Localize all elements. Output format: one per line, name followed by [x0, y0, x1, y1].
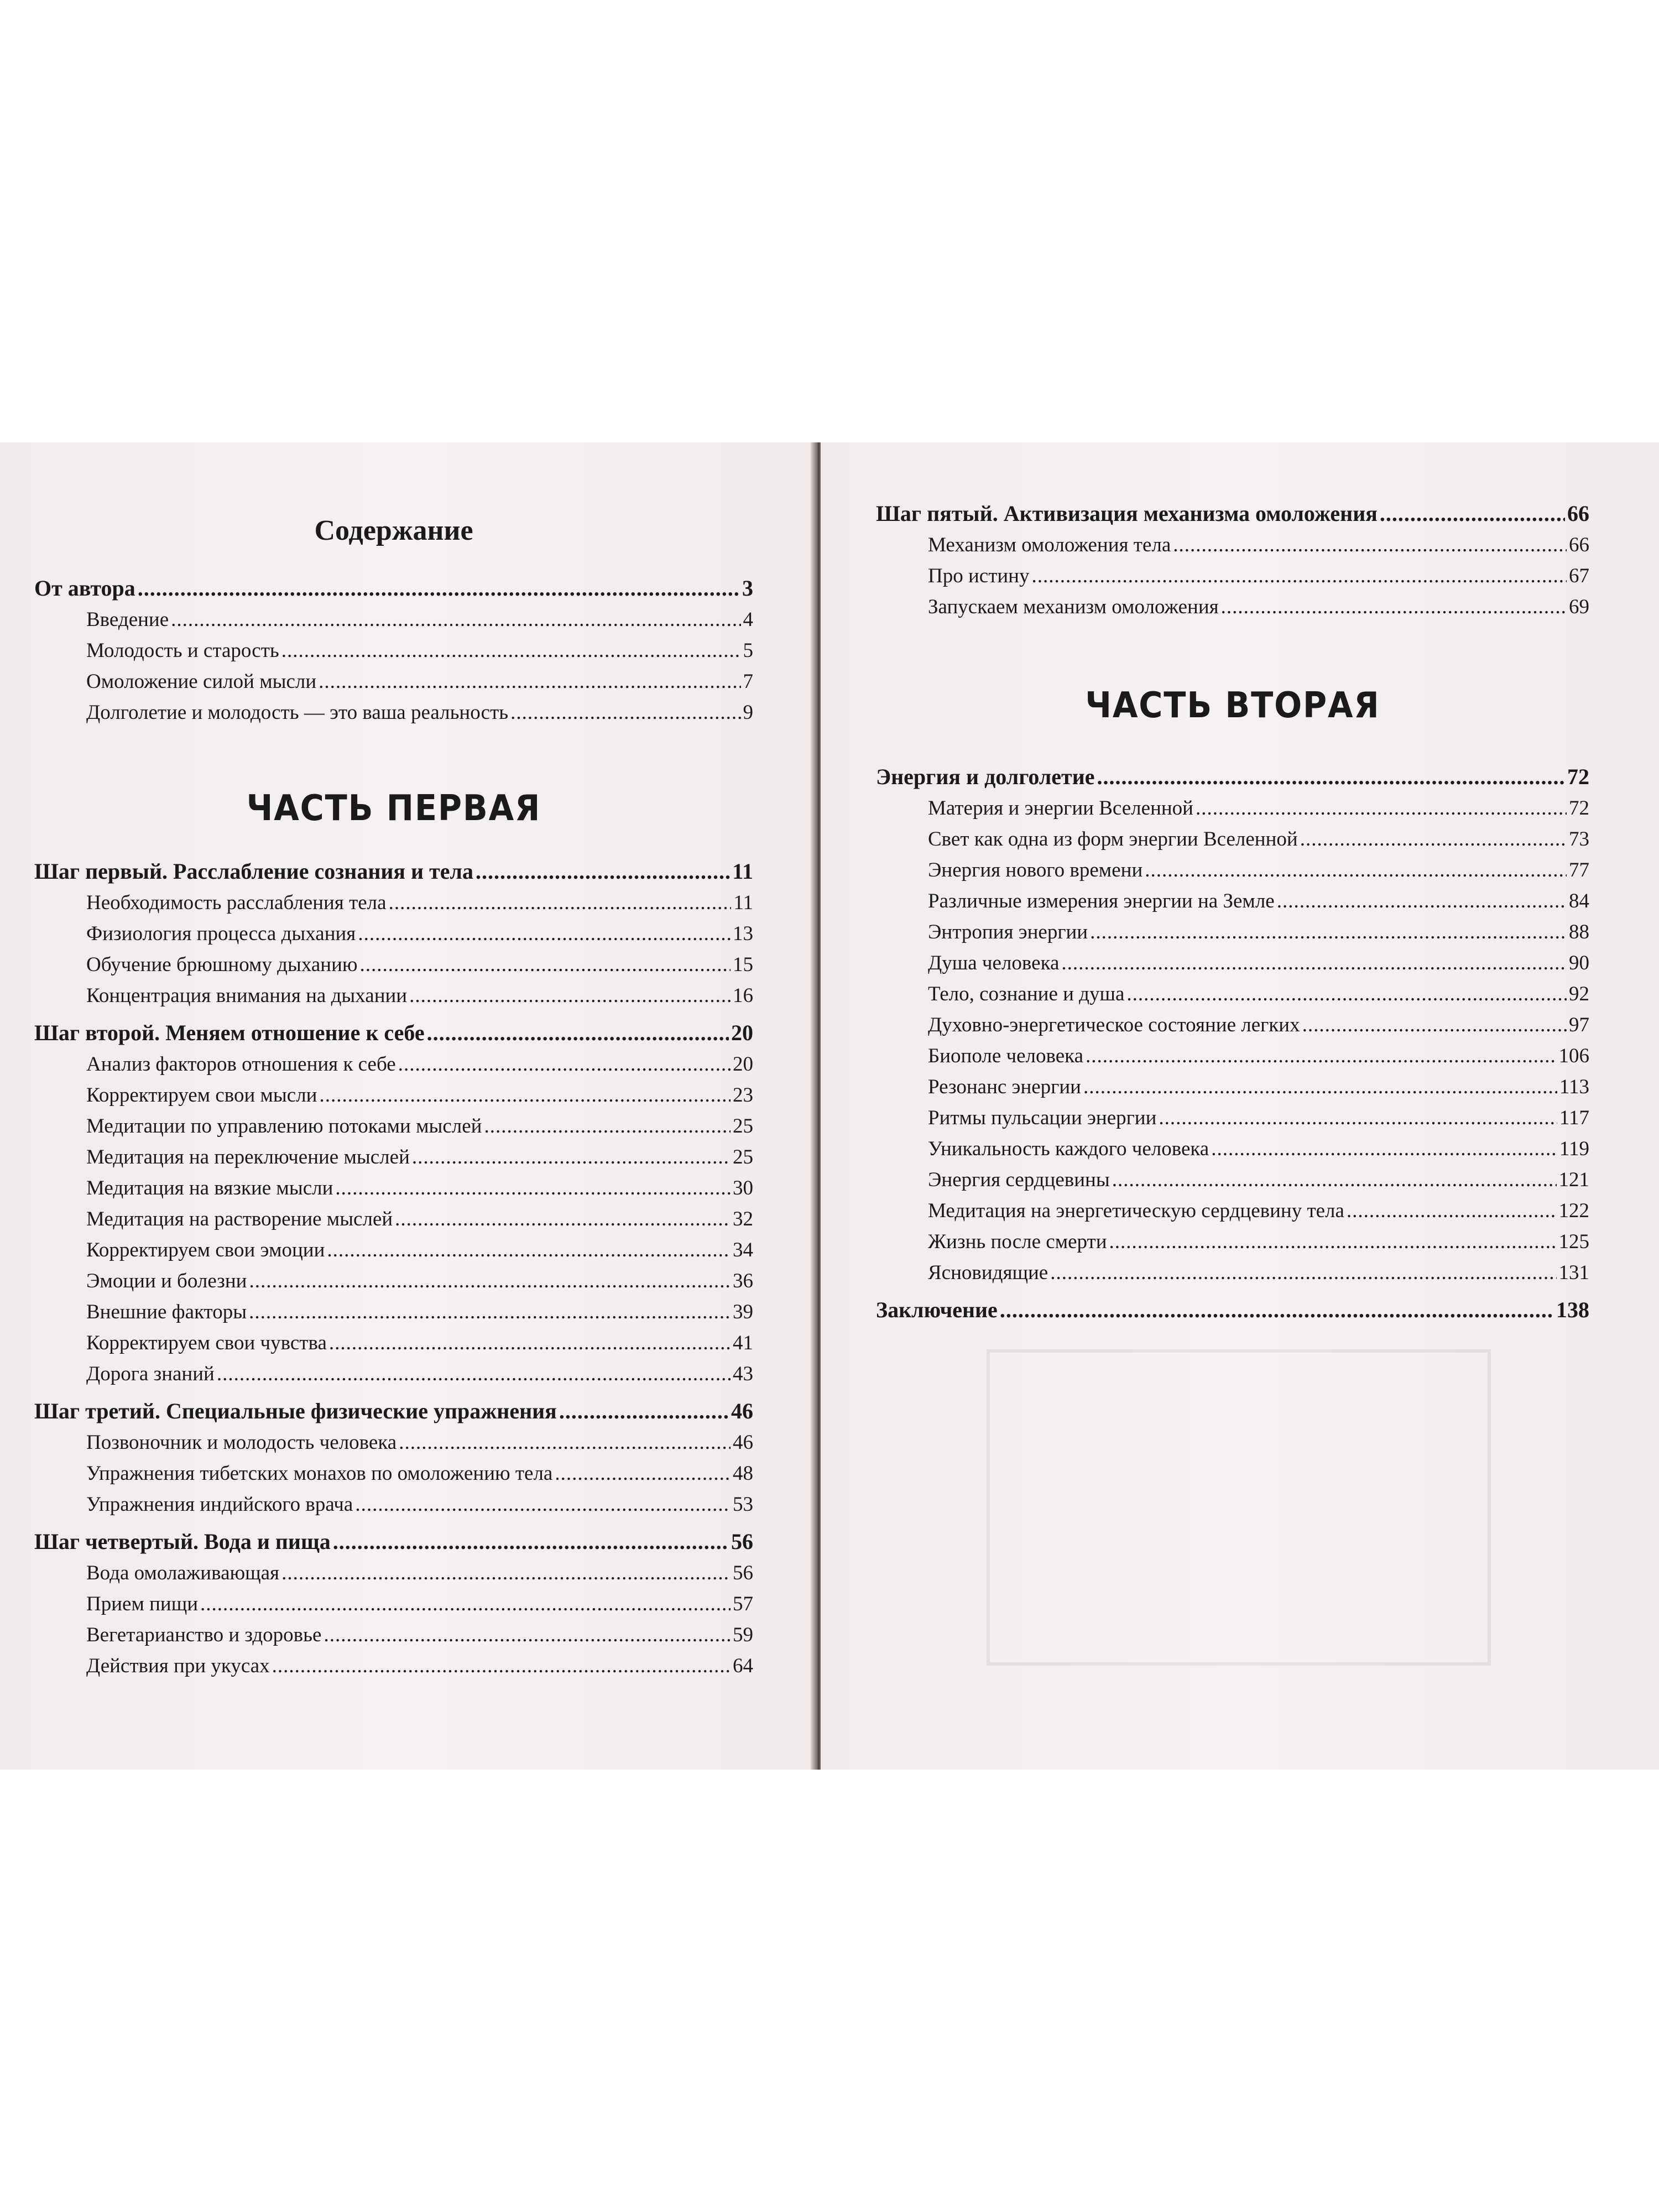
bleed-through-frame [987, 1349, 1491, 1666]
book-spread [0, 442, 1659, 1770]
toc-entry: Вегетарианство и здоровье ..... 59 [34, 1620, 753, 1651]
toc-entry: Упражнения тибетских монахов по омоложению тела ..... 48 [34, 1458, 753, 1489]
toc-entry: Медитации по управлению потоками мыслей ..... 25 [34, 1111, 753, 1142]
toc-entry: Позвоночник и молодость человека ..... 46 [34, 1427, 753, 1458]
toc-entry: Внешние факторы ..... 39 [34, 1297, 753, 1328]
toc-entry: Действия при укусах ..... 64 [34, 1651, 753, 1682]
toc-entry: Медитация на переключение мыслей ..... 25 [34, 1142, 753, 1173]
toc-heading: Шаг второй. Меняем отношение к себе ..... 20 [34, 1017, 753, 1049]
toc-entry: Корректируем свои мысли ..... 23 [34, 1080, 753, 1111]
toc-entry: Долголетие и молодость — это ваша реальность ..... 9 [34, 697, 753, 728]
toc-entry: Тело, сознание и душа ..... 92 [876, 979, 1589, 1010]
toc-entry: Корректируем свои чувства ..... 41 [34, 1328, 753, 1359]
toc-heading: Шаг четвертый. Вода и пища ..... 56 [34, 1526, 753, 1558]
toc-heading: Шаг первый. Расслабление сознания и тела ..... 11 [34, 855, 753, 888]
left-toc-column [34, 442, 753, 1682]
part-one-title: ЧАСТЬ ПЕРВАЯ [246, 788, 541, 829]
toc-entry: Прием пищи ..... 57 [34, 1589, 753, 1620]
toc-entry: Душа человека ..... 90 [876, 948, 1589, 979]
toc-heading: Заключение ..... 138 [876, 1294, 1589, 1326]
left-page [0, 442, 815, 1770]
toc-entry: Эмоции и болезни ..... 36 [34, 1266, 753, 1297]
toc-entry: Духовно-энергетическое состояние легких ..... 97 [876, 1010, 1589, 1041]
toc-entry: Физиология процесса дыхания ..... 13 [34, 919, 753, 950]
toc-entry: Жизнь после смерти ..... 125 [876, 1227, 1589, 1258]
right-toc-column [876, 442, 1589, 1326]
right-page [821, 442, 1659, 1770]
toc-entry: Корректируем свои эмоции ..... 34 [34, 1235, 753, 1266]
toc-entry: Молодость и старость ..... 5 [34, 635, 753, 666]
toc-entry: Медитация на вязкие мысли ..... 30 [34, 1173, 753, 1204]
toc-entry: Обучение брюшному дыханию ..... 15 [34, 950, 753, 980]
toc-entry: Энергия нового времени ..... 77 [876, 855, 1589, 886]
toc-title: Содержание [314, 515, 473, 546]
toc-entry: Омоложение силой мысли ..... 7 [34, 666, 753, 697]
toc-entry: Упражнения индийского врача ..... 53 [34, 1489, 753, 1520]
toc-heading: От автора ..... 3 [34, 572, 753, 604]
toc-entry: Анализ факторов отношения к себе ..... 20 [34, 1049, 753, 1080]
toc-heading: Энергия и долголетие ..... 72 [876, 761, 1589, 793]
toc-entry: Энергия сердцевины ..... 121 [876, 1165, 1589, 1196]
toc-entry: Концентрация внимания на дыхании ..... 16 [34, 980, 753, 1011]
toc-entry: Биополе человека ..... 106 [876, 1041, 1589, 1072]
toc-entry: Энтропия энергии ..... 88 [876, 917, 1589, 948]
toc-heading: Шаг пятый. Активизация механизма омоложения ..... 66 [876, 498, 1589, 530]
toc-entry: Различные измерения энергии на Земле ..... 84 [876, 886, 1589, 917]
toc-entry: Свет как одна из форм энергии Вселенной ..... 73 [876, 824, 1589, 855]
toc-entry: Введение ..... 4 [34, 604, 753, 635]
part-two-title: ЧАСТЬ ВТОРАЯ [1085, 685, 1380, 726]
toc-entry: Про истину ..... 67 [876, 561, 1589, 592]
toc-entry: Механизм омоложения тела ..... 66 [876, 530, 1589, 561]
toc-entry: Резонанс энергии ..... 113 [876, 1072, 1589, 1103]
toc-entry: Необходимость расслабления тела ..... 11 [34, 888, 753, 919]
toc-heading: Шаг третий. Специальные физические упражнения ..... 46 [34, 1395, 753, 1427]
toc-entry: Медитация на растворение мыслей ..... 32 [34, 1204, 753, 1235]
toc-entry: Уникальность каждого человека ..... 119 [876, 1134, 1589, 1165]
toc-entry: Вода омолаживающая ..... 56 [34, 1558, 753, 1589]
toc-entry: Запускаем механизм омоложения ..... 69 [876, 592, 1589, 623]
toc-entry: Дорога знаний ..... 43 [34, 1359, 753, 1390]
toc-entry: Ритмы пульсации энергии ..... 117 [876, 1103, 1589, 1134]
toc-entry: Медитация на энергетическую сердцевину тела ..... 122 [876, 1196, 1589, 1227]
toc-entry: Ясновидящие ..... 131 [876, 1258, 1589, 1288]
toc-entry: Материя и энергии Вселенной ..... 72 [876, 793, 1589, 824]
